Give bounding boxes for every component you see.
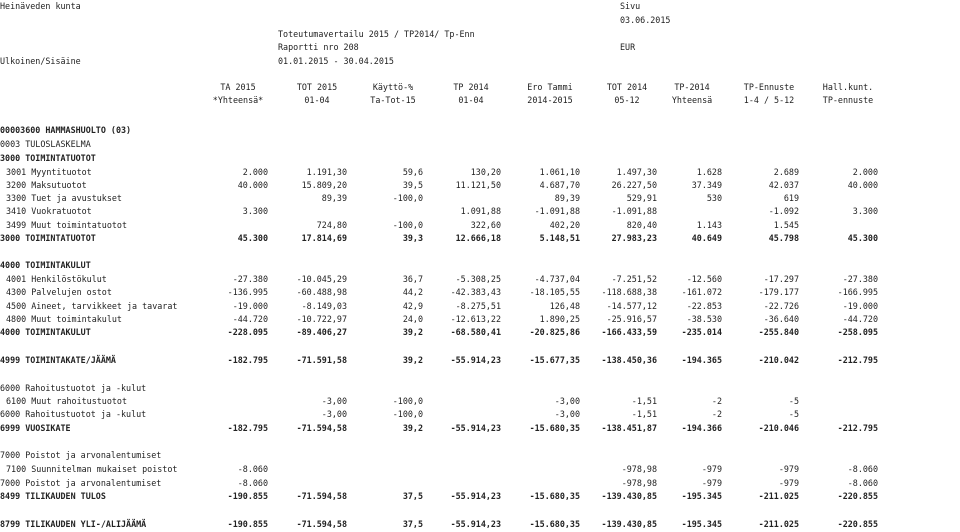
cell-value: -190.855 [227, 491, 268, 501]
cell-value: 36,7 [402, 274, 423, 284]
cell-value: -8.060 [847, 478, 878, 488]
cell-value: 820,40 [626, 220, 657, 230]
cell-value: -38.530 [686, 314, 722, 324]
cell-value: -136.995 [227, 287, 268, 297]
cell-value: -100,0 [392, 220, 423, 230]
cell-value: 37.349 [691, 180, 722, 190]
cell-value: 89,39 [321, 193, 347, 203]
cell-value: 40.000 [237, 180, 268, 190]
table-row [0, 451, 960, 463]
cell-value: 724,80 [316, 220, 347, 230]
cell-value: -182.795 [227, 423, 268, 433]
cell-value: -18.105,55 [529, 287, 580, 297]
table-row [0, 154, 960, 166]
row-label: 8799 TILIKAUDEN YLI-/ALIJÄÄMÄ [0, 519, 147, 529]
cell-value: -5 [788, 396, 799, 406]
cell-value: -71.594,58 [296, 423, 347, 433]
cell-value: 11.121,50 [455, 180, 501, 190]
row-label: 8499 TILIKAUDEN TULOS [0, 491, 106, 501]
row-label: 4000 TOIMINTAKULUT [0, 327, 91, 337]
cell-value: 37,5 [402, 491, 423, 501]
cell-value: -194.366 [681, 423, 722, 433]
cell-value: 1.890,25 [539, 314, 580, 324]
cell-value: 40.649 [691, 233, 722, 243]
table-row [0, 370, 960, 382]
cell-value: -12.560 [686, 274, 722, 284]
table-row [0, 234, 960, 246]
table-row [0, 479, 960, 491]
cell-value: -166.995 [837, 287, 878, 297]
period: 01.01.2015 - 30.04.2015 [278, 56, 394, 66]
row-label: 6000 Rahoitustuotot ja -kulut [0, 383, 147, 393]
cell-value: -258.095 [837, 327, 878, 337]
cell-value: -44.720 [842, 314, 878, 324]
cell-value: 322,60 [470, 220, 501, 230]
cell-value: -100,0 [392, 193, 423, 203]
cell-value: 1.628 [696, 167, 722, 177]
cell-value: -8.149,03 [301, 301, 347, 311]
cell-value: -1.091,88 [611, 206, 657, 216]
row-label: 6999 VUOSIKATE [0, 423, 71, 433]
cell-value: 1.191,30 [306, 167, 347, 177]
report-date: 03.06.2015 [620, 15, 671, 25]
table-row [0, 247, 960, 259]
cell-value: 39,2 [402, 355, 423, 365]
cell-value: 45.300 [237, 233, 268, 243]
cell-value: -1,51 [631, 409, 657, 419]
cell-value: -210.046 [758, 423, 799, 433]
org-name: Heinäveden kunta [0, 1, 81, 11]
cell-value: 402,20 [549, 220, 580, 230]
row-label: 7000 Poistot ja arvonalentumiset [0, 478, 162, 488]
cell-value: 1.143 [696, 220, 722, 230]
cell-value: 27.983,23 [611, 233, 657, 243]
cell-value: -17.297 [763, 274, 799, 284]
cell-value: -22.726 [763, 301, 799, 311]
cell-value: -2 [711, 396, 722, 406]
table-row [0, 194, 960, 206]
cell-value: -10.722,97 [296, 314, 347, 324]
cell-value: -14.577,12 [606, 301, 657, 311]
cell-value: -979 [701, 478, 722, 488]
cell-value: 530 [706, 193, 722, 203]
row-label: 4300 Palvelujen ostot [6, 287, 112, 297]
table-row [0, 356, 960, 368]
cell-value: 1.091,88 [460, 206, 501, 216]
cell-value: -55.914,23 [450, 355, 501, 365]
cell-value: 2.000 [852, 167, 878, 177]
column-header-line1-5: TOT 2014 [606, 82, 648, 92]
table-row [0, 520, 960, 532]
cell-value: -15.680,35 [529, 491, 580, 501]
report-title: Toteutumavertailu 2015 / TP2014/ Tp-Enn [278, 29, 475, 39]
cell-value: 45.300 [847, 233, 878, 243]
cell-value: -12.613,22 [450, 314, 501, 324]
table-row [0, 342, 960, 354]
cell-value: -22.853 [686, 301, 722, 311]
cell-value: -3,00 [554, 396, 580, 406]
column-header-line1-7: TP-Ennuste [743, 82, 795, 92]
column-header-line2-2: Ta-Tot-15 [370, 95, 416, 105]
cell-value: 39,3 [402, 233, 423, 243]
cell-value: 15.809,20 [301, 180, 347, 190]
cell-value: -220.855 [837, 519, 878, 529]
cell-value: 130,20 [470, 167, 501, 177]
cell-value: 89,39 [554, 193, 580, 203]
cell-value: -5 [788, 409, 799, 419]
row-label: 3410 Vuokratuotot [6, 206, 92, 216]
cell-value: -3,00 [321, 396, 347, 406]
column-header-line1-6: TP-2014 [674, 82, 710, 92]
column-header-line1-0: TA 2015 [220, 82, 256, 92]
cell-value: -210.042 [758, 355, 799, 365]
cell-value: -979 [701, 464, 722, 474]
cell-value: -978,98 [621, 478, 657, 488]
cell-value: -15.680,35 [529, 423, 580, 433]
table-row [0, 275, 960, 287]
column-header-line2-3: 01-04 [458, 95, 484, 105]
cell-value: -8.060 [847, 464, 878, 474]
row-label: 4800 Muut toimintakulut [6, 314, 122, 324]
cell-value: 2.689 [773, 167, 799, 177]
cell-value: -3,00 [321, 409, 347, 419]
cell-value: -27.380 [232, 274, 268, 284]
cell-value: -166.433,59 [601, 327, 657, 337]
scope: Ulkoinen/Sisäine [0, 56, 81, 66]
unit-sub: 0003 TULOSLASKELMA [0, 139, 91, 149]
cell-value: -195.345 [681, 491, 722, 501]
column-header-line2-7: 1-4 / 5-12 [743, 95, 795, 105]
cell-value: -190.855 [227, 519, 268, 529]
cell-value: -20.825,86 [529, 327, 580, 337]
table-row [0, 221, 960, 233]
cell-value: 3.300 [242, 206, 268, 216]
table-row [0, 168, 960, 180]
cell-value: 24,0 [402, 314, 423, 324]
cell-value: -8.060 [237, 478, 268, 488]
cell-value: -7.251,52 [611, 274, 657, 284]
cell-value: -55.914,23 [450, 423, 501, 433]
table-row [0, 315, 960, 327]
cell-value: -139.430,85 [601, 519, 657, 529]
cell-value: 17.814,69 [301, 233, 347, 243]
row-label: 4001 Henkilöstökulut [6, 274, 107, 284]
cell-value: 529,91 [626, 193, 657, 203]
cell-value: -68.580,41 [450, 327, 501, 337]
row-label: 3200 Maksutuotot [6, 180, 87, 190]
column-header-line1-2: Käyttö-% [372, 82, 414, 92]
row-label: 3300 Tuet ja avustukset [6, 193, 122, 203]
cell-value: -10.045,29 [296, 274, 347, 284]
cell-value: -71.591,58 [296, 355, 347, 365]
cell-value: 126,48 [549, 301, 580, 311]
cell-value: 1.497,30 [616, 167, 657, 177]
cell-value: -3,00 [554, 409, 580, 419]
cell-value: -25.916,57 [606, 314, 657, 324]
cell-value: -71.594,58 [296, 519, 347, 529]
table-row [0, 384, 960, 396]
cell-value: -118.688,38 [601, 287, 657, 297]
cell-value: 42,9 [402, 301, 423, 311]
cell-value: -220.855 [837, 491, 878, 501]
report-number: Raportti nro 208 [278, 42, 359, 52]
row-label: 4000 TOIMINTAKULUT [0, 260, 91, 270]
cell-value: -2 [711, 409, 722, 419]
column-header-line2-4: 2014-2015 [527, 95, 573, 105]
cell-value: -1.092 [768, 206, 799, 216]
cell-value: 40.000 [847, 180, 878, 190]
row-label: 3001 Myyntituotot [6, 167, 92, 177]
cell-value: 45.798 [768, 233, 799, 243]
cell-value: 42.037 [768, 180, 799, 190]
cell-value: 59,6 [402, 167, 423, 177]
cell-value: -89.406,27 [296, 327, 347, 337]
table-row [0, 492, 960, 504]
column-header-line2-5: 05-12 [614, 95, 640, 105]
column-header-line2-6: Yhteensä [671, 95, 713, 105]
column-header-line1-8: Hall.kunt. [822, 82, 874, 92]
cell-value: -212.795 [837, 355, 878, 365]
cell-value: -60.488,98 [296, 287, 347, 297]
cell-value: 37,5 [402, 519, 423, 529]
cell-value: 12.666,18 [455, 233, 501, 243]
cell-value: -194.365 [681, 355, 722, 365]
table-row [0, 506, 960, 518]
cell-value: 1.545 [773, 220, 799, 230]
cell-value: -55.914,23 [450, 491, 501, 501]
cell-value: -211.025 [758, 491, 799, 501]
cell-value: -212.795 [837, 423, 878, 433]
cell-value: 3.300 [852, 206, 878, 216]
cell-value: -15.680,35 [529, 519, 580, 529]
currency: EUR [620, 42, 636, 52]
cell-value: -8.060 [237, 464, 268, 474]
cell-value: 1.061,10 [539, 167, 580, 177]
cell-value: -42.383,43 [450, 287, 501, 297]
column-header-line1-3: TP 2014 [453, 82, 489, 92]
cell-value: -19.000 [232, 301, 268, 311]
table-row [0, 181, 960, 193]
cell-value: -100,0 [392, 396, 423, 406]
cell-value: -19.000 [842, 301, 878, 311]
row-label: 6000 Rahoitustuotot ja -kulut [0, 409, 147, 419]
cell-value: -44.720 [232, 314, 268, 324]
cell-value: 4.687,70 [539, 180, 580, 190]
unit-code: 00003600 HAMMASHUOLTO (03) [0, 125, 132, 135]
column-header-line1-1: TOT 2015 [296, 82, 338, 92]
cell-value: -979 [778, 464, 799, 474]
row-label: 3499 Muut toimintatuotot [6, 220, 128, 230]
cell-value: -5.308,25 [455, 274, 501, 284]
cell-value: 39,2 [402, 423, 423, 433]
row-label: 4999 TOIMINTAKATE/JÄÄMÄ [0, 355, 116, 365]
cell-value: -138.451,87 [601, 423, 657, 433]
row-label: 7100 Suunnitelman mukaiset poistot [6, 464, 178, 474]
cell-value: -255.840 [758, 327, 799, 337]
table-row [0, 410, 960, 422]
row-label: 3000 TOIMINTATUOTOT [0, 233, 96, 243]
column-header-line2-1: 01-04 [304, 95, 330, 105]
table-row [0, 302, 960, 314]
row-label: 7000 Poistot ja arvonalentumiset [0, 450, 162, 460]
cell-value: -55.914,23 [450, 519, 501, 529]
cell-value: 39,5 [402, 180, 423, 190]
cell-value: -100,0 [392, 409, 423, 419]
column-header-line2-0: *Yhteensä* [212, 95, 264, 105]
cell-value: -138.450,36 [601, 355, 657, 365]
cell-value: 619 [783, 193, 799, 203]
row-label: 3000 TOIMINTATUOTOT [0, 153, 96, 163]
cell-value: -27.380 [842, 274, 878, 284]
table-row [0, 207, 960, 219]
row-label: 6100 Muut rahoitustuotot [6, 396, 128, 406]
cell-value: -161.072 [681, 287, 722, 297]
table-row [0, 261, 960, 273]
cell-value: 2.000 [242, 167, 268, 177]
table-row [0, 465, 960, 477]
cell-value: -15.677,35 [529, 355, 580, 365]
cell-value: 44,2 [402, 287, 423, 297]
cell-value: -978,98 [621, 464, 657, 474]
cell-value: -235.014 [681, 327, 722, 337]
table-row [0, 438, 960, 450]
cell-value: 26.227,50 [611, 180, 657, 190]
cell-value: -8.275,51 [455, 301, 501, 311]
cell-value: 5.148,51 [539, 233, 580, 243]
cell-value: -4.737,04 [534, 274, 580, 284]
cell-value: 39,2 [402, 327, 423, 337]
cell-value: -228.095 [227, 327, 268, 337]
table-row [0, 288, 960, 300]
table-row [0, 328, 960, 340]
table-row [0, 397, 960, 409]
cell-value: -182.795 [227, 355, 268, 365]
table-row [0, 424, 960, 436]
row-label: 4500 Aineet, tarvikkeet ja tavarat [6, 301, 178, 311]
cell-value: -139.430,85 [601, 491, 657, 501]
cell-value: -71.594,58 [296, 491, 347, 501]
cell-value: -195.345 [681, 519, 722, 529]
cell-value: -36.640 [763, 314, 799, 324]
cell-value: -1,51 [631, 396, 657, 406]
column-header-line2-8: TP-ennuste [822, 95, 874, 105]
page-label: Sivu [620, 1, 641, 11]
column-header-line1-4: Ero Tammi [527, 82, 573, 92]
cell-value: -211.025 [758, 519, 799, 529]
cell-value: -979 [778, 478, 799, 488]
cell-value: -1.091,88 [534, 206, 580, 216]
cell-value: -179.177 [758, 287, 799, 297]
